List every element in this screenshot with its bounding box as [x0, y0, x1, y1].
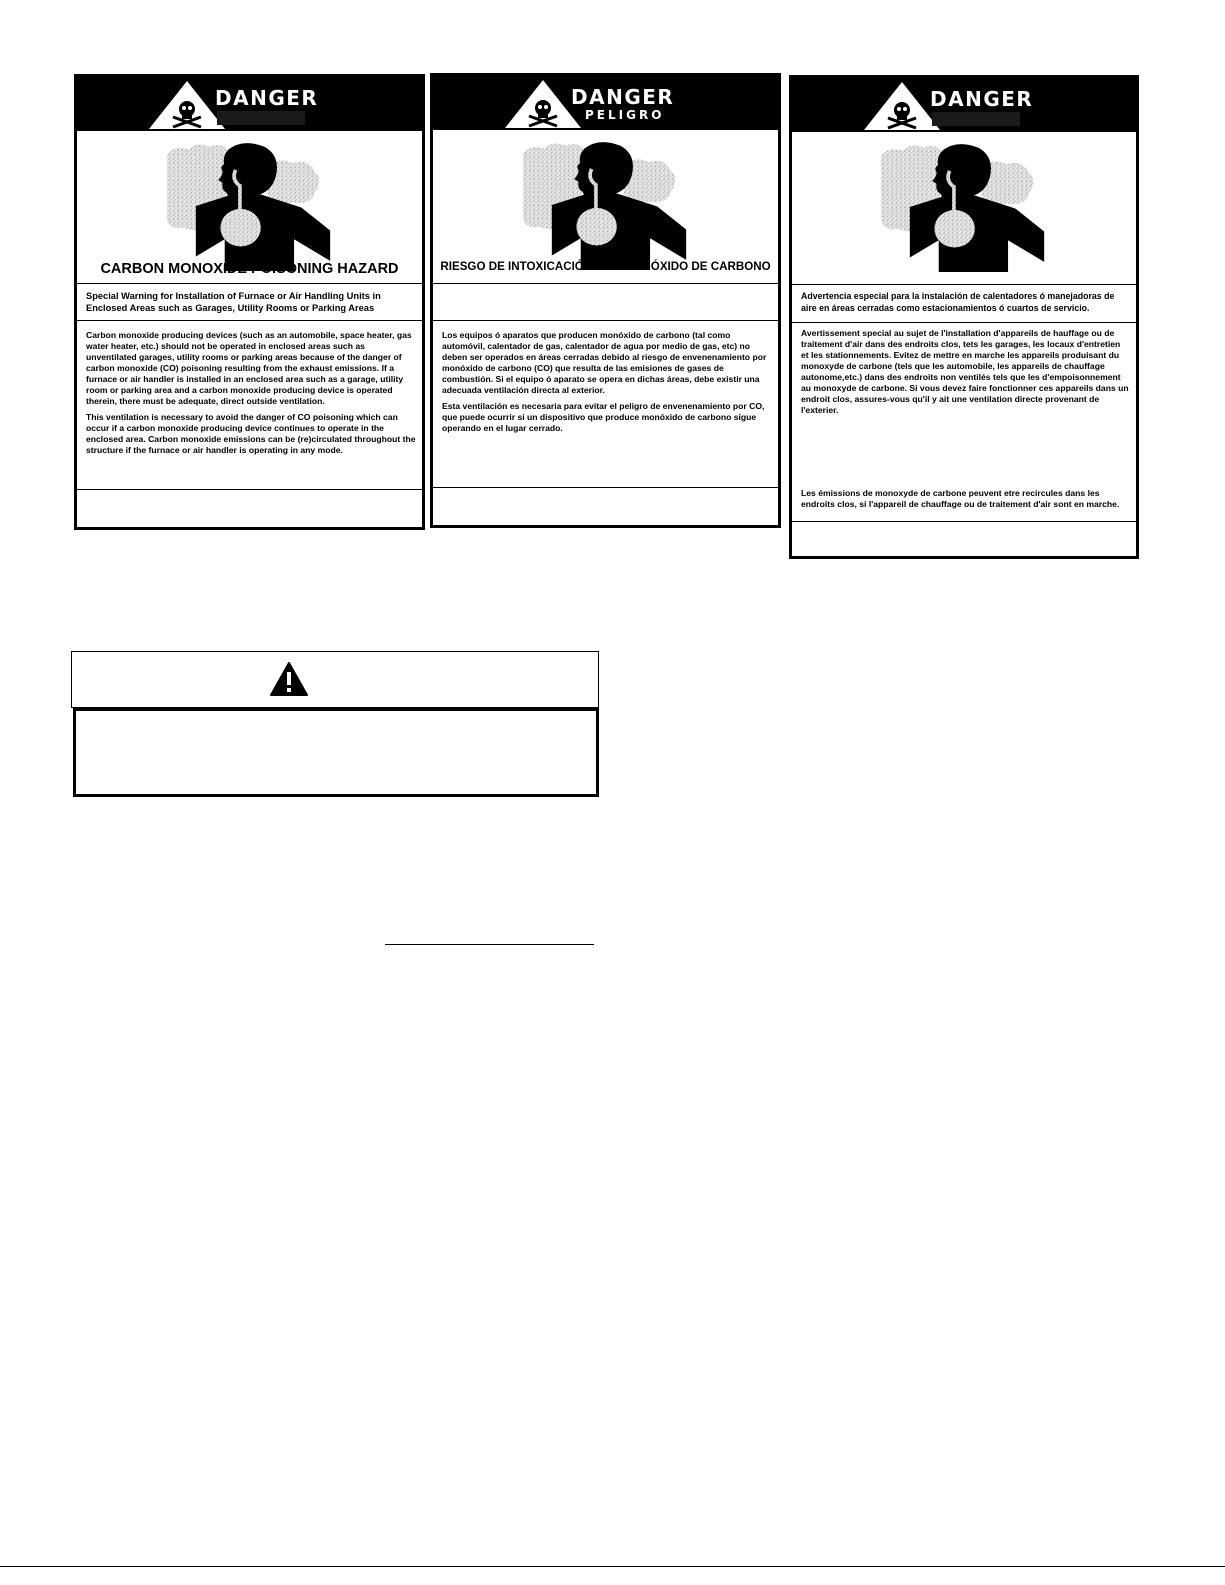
divider — [433, 283, 778, 284]
co-inhalation-icon — [481, 140, 731, 270]
warning-body — [86, 330, 416, 461]
divider — [433, 487, 778, 488]
co-inhalation-icon — [839, 142, 1089, 272]
danger-label-french — [789, 75, 1139, 559]
warning-paragraph: Esta ventilación es necesaria para evitar el peligro de envenenamiento por CO, que puede ocurrir si un dispositivo que produce monóxido de carbono sigue operando en el lugar cerrado. — [442, 401, 765, 433]
divider — [433, 320, 778, 321]
divider — [792, 322, 1136, 323]
hazard-title: CARBON MONOXIDE POISONING HAZARD — [100, 261, 399, 277]
hazard-title: RIESGO DE INTOXICACIÓN POR MONÓXIDO DE CARBONO — [440, 260, 771, 273]
warning-paragraph: Avertissement special au sujet de l'installation d'appareils de hauffage ou de traitement d'air dans des endroits clos, tets les garages, les locaux d'entretien et les stationnements. Evitez de mettre en marche les appareils produisant du monoxyde de carbone (tels que les automobile, les appareils de chauffage autonome,etc.) dans des endroits non ventilés tels que les d'empoisonnement au monoxyde de carbone. Si vous devez faire fonctionner ces appareils dans un endroit clos, assures-vous qu'il y ait une ventilation directe provenant de l'exterier. — [801, 328, 1129, 415]
warning-paragraph: This ventilation is necessary to avoid the danger of CO poisoning which can occur if a carbon monoxide producing device continues to operate in the enclosed area. Carbon monoxide emissions can be (re)circulated throughout the structure if the furnace or air handler is operating in any mode. — [86, 412, 416, 455]
danger-word: DANGER — [930, 87, 1034, 111]
danger-header — [433, 76, 778, 130]
warning-box — [71, 651, 599, 797]
warning-body — [442, 330, 772, 439]
danger-header — [77, 77, 422, 131]
divider — [792, 521, 1136, 522]
warning-box-body — [73, 708, 599, 797]
header-sub-blank — [932, 112, 1020, 126]
warning-triangle-icon — [269, 661, 309, 697]
co-inhalation-icon — [125, 141, 375, 271]
co-inhalation-figure — [77, 133, 422, 313]
underline-rule — [385, 944, 594, 945]
co-inhalation-figure — [792, 134, 1136, 314]
danger-label-spanish — [430, 73, 781, 528]
divider — [77, 320, 422, 321]
co-inhalation-figure — [433, 132, 778, 312]
header-sub-blank — [217, 111, 305, 125]
special-warning: Advertencia especial para la instalación de calentadores ó manejadoras de aire en áreas cerradas como estacionamientos ó cuartos de servicio. — [801, 291, 1115, 313]
warning-paragraph: Les émissions de monoxyde de carbone peuvent etre recircules dans les endroits clos, si l'appareil de chauffage ou de traitement d'air sont en marche. — [801, 488, 1120, 509]
danger-word: DANGER — [571, 85, 675, 109]
danger-word: DANGER — [215, 86, 319, 110]
danger-label-english — [74, 74, 425, 530]
divider — [77, 489, 422, 490]
danger-header — [792, 78, 1136, 132]
peligro-word: PELIGRO — [585, 108, 665, 122]
warning-paragraph: Carbon monoxide producing devices (such as an automobile, space heater, gas water heater, etc.) should not be operated in enclosed areas such as unventilated garages, utility rooms or parking areas because of the danger of carbon monoxide (CO) poisoning resulting from the exhaust emissions. If a furnace or air handler is installed in an enclosed area such as a garage, utility room or parking area and a carbon monoxide producing device is operated therein, there must be adequate, direct outside ventilation. — [86, 330, 412, 406]
page-bottom-rule — [0, 1566, 1225, 1567]
divider — [792, 284, 1136, 285]
special-warning: Special Warning for Installation of Furnace or Air Handling Units in Enclosed Areas such as Garages, Utility Rooms or Parking Areas — [86, 291, 381, 313]
warning-paragraph: Los equipos ó aparatos que producen monóxido de carbono (tal como automóvil, calentador de gas, calentador de agua por medio de gas, etc) no deben ser operados en áreas cerradas debido al riesgo de envenenamiento por monóxido de carbono (CO) que resulta de las emisiones de gases de combustión. Si el equipo ó aparato se opera en dichas áreas, debe existir una adecuada ventilación directa al exterior. — [442, 330, 767, 395]
warning-box-header — [71, 651, 599, 708]
divider — [77, 283, 422, 284]
